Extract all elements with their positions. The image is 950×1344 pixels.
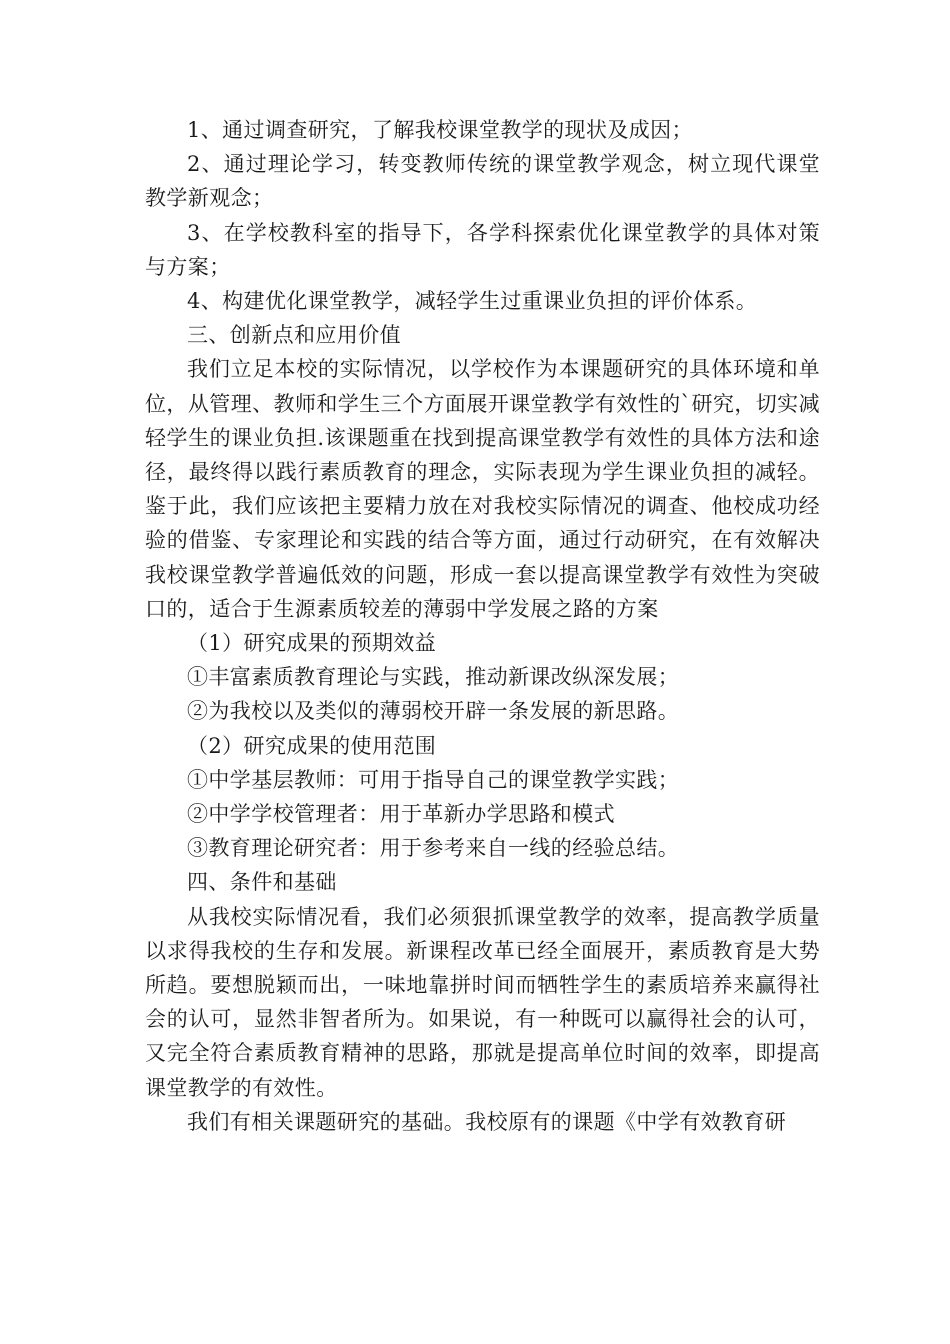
list-item-benefit-1: ①丰富素质教育理论与实践，推动新课改纵深发展；: [187, 665, 680, 690]
paragraph-conditions-body: 从我校实际情况看，我们必须狠抓课堂教学的效率，提高教学质量以求得我校的生存和发展。新课程改革已经全面展开，素质教育是大势所趋。要想脱颖而出，一味地靠拼时间而牺牲学生的素质培养来赢得社会的认可，显然非智者所为。如果说，有一种既可以赢得社会的认可，又完全符合素质教育精神的思路，那就是提高单位时间的效率，即提高课堂教学的有效性。: [145, 904, 820, 1100]
list-item-scope-2: ②中学学校管理者：用于革新办学思路和模式: [187, 802, 615, 827]
document-body: [145, 113, 820, 1139]
list-item-goal-3: 3、在学校教科室的指导下，各学科探索优化课堂教学的具体对策与方案；: [145, 220, 820, 279]
list-item-goal-4: 4、构建优化课堂教学，减轻学生过重课业负担的评价体系。: [187, 289, 758, 314]
section-heading-innovation: 三、创新点和应用价值: [187, 323, 401, 348]
paragraph-innovation-body: 我们立足本校的实际情况，以学校作为本课题研究的具体环境和单位，从管理、教师和学生三个方面展开课堂教学有效性的`研究，切实减轻学生的课业负担.该课题重在找到提高课堂教学有效性的具体方法和途径，最终得以践行素质教育的理念，实际表现为学生课业负担的减轻。鉴于此，我们应该把主要精力放在对我校实际情况的调查、他校成功经验的借鉴、专家理论和实践的结合等方面，通过行动研究，在有效解决我校课堂教学普遍低效的问题，形成一套以提高课堂教学有效性为突破口的，适合于生源素质较差的薄弱中学发展之路的方案: [145, 357, 820, 621]
list-item-scope-3: ③教育理论研究者：用于参考来自一线的经验总结。: [187, 836, 680, 861]
list-item-goal-1: 1、通过调查研究，了解我校课堂教学的现状及成因；: [187, 118, 693, 142]
list-item-benefit-2: ②为我校以及类似的薄弱校开辟一条发展的新思路。: [187, 699, 680, 724]
list-item-scope-1: ①中学基层教师：可用于指导自己的课堂教学实践；: [187, 767, 680, 792]
paragraph-research-foundation: 我们有相关课题研究的基础。我校原有的课题《中学有效教育研: [187, 1109, 787, 1134]
subheading-expected-benefits: （1）研究成果的预期效益: [187, 631, 437, 656]
list-item-goal-2: 2、通过理论学习，转变教师传统的课堂教学观念，树立现代课堂教学新观念；: [145, 152, 820, 211]
section-heading-conditions: 四、条件和基础: [187, 870, 337, 895]
subheading-usage-scope: （2）研究成果的使用范围: [187, 733, 437, 758]
